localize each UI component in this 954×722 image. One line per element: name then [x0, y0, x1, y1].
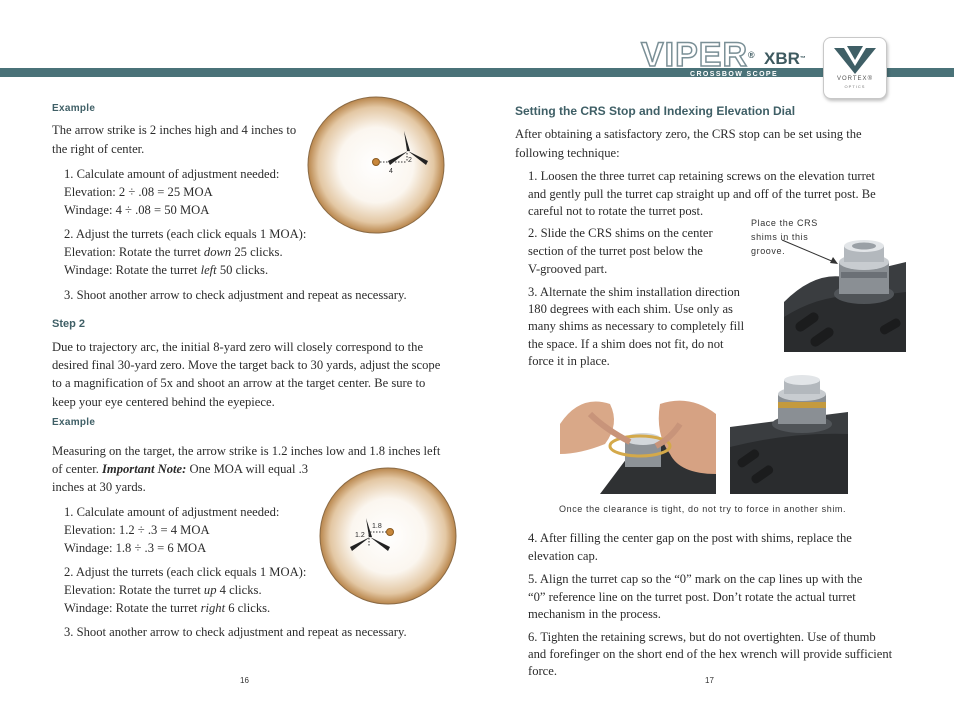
example1-intro-line1: The arrow strike is 2 inches high and 4 inches to [52, 123, 297, 137]
crs-step5-line2: “0” reference line on the turret post. Don’t rotate the actual turret [528, 590, 856, 604]
target1-vertical-label: 2 [408, 157, 412, 164]
example1-step2: 2. Adjust the turrets (each click equals 1 MOA): [64, 227, 307, 241]
crs-step4-line2: elevation cap. [528, 549, 598, 563]
example1-step1: 1. Calculate amount of adjustment needed: [64, 167, 280, 181]
step2-body-line4: keep your eye centered behind the eyepiece. [52, 395, 275, 409]
crs-step4-line1: 4. After filling the center gap on the post with shims, replace the [528, 531, 852, 545]
crs-step1-line2: and gently pull the turret cap straight up and off of the turret post. Be [528, 187, 876, 201]
shim-install-photo [560, 384, 716, 494]
crs-step6-line1: 6. Tighten the retaining screws, but do not overtighten. Use of thumb [528, 630, 876, 644]
target-diagram-2 [318, 466, 458, 606]
crs-step3-line2: 180 degrees with each shim. Use only as [528, 302, 733, 316]
target2-horizontal-label: 1.8 [372, 523, 382, 530]
example1-windage-adjust: Windage: Rotate the turret left 50 clicks. [64, 263, 269, 277]
crs-step2-line1: 2. Slide the CRS shims on the center [528, 226, 713, 240]
step2-body-line1: Due to trajectory arc, the initial 8-yard zero will closely correspond to the [52, 340, 424, 354]
example2-windage-calc: Windage: 1.8 ÷ .3 = 6 MOA [64, 541, 207, 555]
groove-caption-line1: Place the CRS [751, 218, 818, 228]
page-number-left: 16 [240, 676, 249, 685]
crs-step3-line4: the space. If a shim does not fit, do not [528, 337, 724, 351]
example2-intro-line1: Measuring on the target, the arrow strike is 1.2 inches low and 1.8 inches left [52, 444, 441, 458]
crs-step5-line1: 5. Align the turret cap so the “0” mark on the cap lines up with the [528, 572, 863, 586]
example1-elevation-calc: Elevation: 2 ÷ .08 = 25 MOA [64, 185, 213, 199]
example1-heading: Example [52, 103, 96, 114]
crs-step3-line1: 3. Alternate the shim installation direction [528, 285, 740, 299]
crs-step6-line2: and forefinger on the short end of the hex wrench will provide sufficient [528, 647, 893, 661]
viper-logo: VIPER® [641, 36, 756, 74]
example2-step3: 3. Shoot another arrow to check adjustment and repeat as necessary. [64, 625, 407, 639]
example2-step1: 1. Calculate amount of adjustment needed: [64, 505, 280, 519]
vortex-wordmark: VORTEX® [837, 76, 873, 82]
clearance-caption: Once the clearance is tight, do not try to force in another shim. [559, 504, 847, 514]
groove-caption-line2: shims in this [751, 232, 809, 242]
xbr-logo: XBR™ [764, 49, 806, 68]
step2-body-line2: desired final 30-yard zero. Move the target back to 30 yards, adjust the scope [52, 358, 441, 372]
crs-step6-line3: force. [528, 664, 558, 678]
example1-windage-calc: Windage: 4 ÷ .08 = 50 MOA [64, 203, 210, 217]
crs-step2-line3: V-grooved part. [528, 262, 608, 276]
intro-line1: After obtaining a satisfactory zero, the CRS stop can be set using the [515, 127, 862, 141]
crs-step1-line3: careful not to rotate the turret post. [528, 204, 704, 218]
vortex-icon [832, 44, 878, 76]
example2-elevation-calc: Elevation: 1.2 ÷ .3 = 4 MOA [64, 523, 210, 537]
arrow-strike-icon [387, 529, 394, 536]
crossbow-scope-label: CROSSBOW SCOPE [690, 71, 779, 78]
example2-intro-line3: inches at 30 yards. [52, 480, 146, 494]
crs-step3-line3: many shims as necessary to completely fill [528, 319, 745, 333]
page-number-right: 17 [705, 676, 714, 685]
groove-caption-line3: groove. [751, 246, 786, 256]
intro-line2: following technique: [515, 146, 620, 160]
example1-elevation-adjust: Elevation: Rotate the turret down 25 clicks. [64, 245, 283, 259]
example1-intro-line2: the right of center. [52, 142, 145, 156]
arrow-strike-icon [373, 159, 380, 166]
target-diagram-1 [306, 95, 446, 235]
shims-stacked-photo [730, 372, 848, 494]
crs-step1-line1: 1. Loosen the three turret cap retaining screws on the elevation turret [528, 169, 875, 183]
step2-body-line3: to a magnification of 5x and shoot an arrow at the target center. Be sure to [52, 376, 426, 390]
header-bar [0, 68, 954, 77]
example2-windage-adjust: Windage: Rotate the turret right 6 clicks. [64, 601, 271, 615]
crs-step2-line2: section of the turret post below the [528, 244, 703, 258]
section-heading: Setting the CRS Stop and Indexing Elevation Dial [515, 104, 796, 118]
optics-label: OPTICS [844, 84, 866, 89]
target2-vertical-label: 1.2 [355, 532, 365, 539]
pointer-arrow-icon [780, 238, 840, 268]
example2-elevation-adjust: Elevation: Rotate the turret up 4 clicks. [64, 583, 262, 597]
example1-step3: 3. Shoot another arrow to check adjustment and repeat as necessary. [64, 288, 407, 302]
step2-heading: Step 2 [52, 318, 86, 330]
example2-intro-line2: of center. Important Note: One MOA will equal .3 [52, 462, 309, 476]
crs-step3-line5: force it in place. [528, 354, 610, 368]
example2-step2: 2. Adjust the turrets (each click equals 1 MOA): [64, 565, 307, 579]
crs-step5-line3: mechanism in the process. [528, 607, 661, 621]
vortex-badge [823, 37, 887, 99]
target1-horizontal-label: 4 [389, 168, 393, 175]
example2-heading: Example [52, 417, 96, 428]
